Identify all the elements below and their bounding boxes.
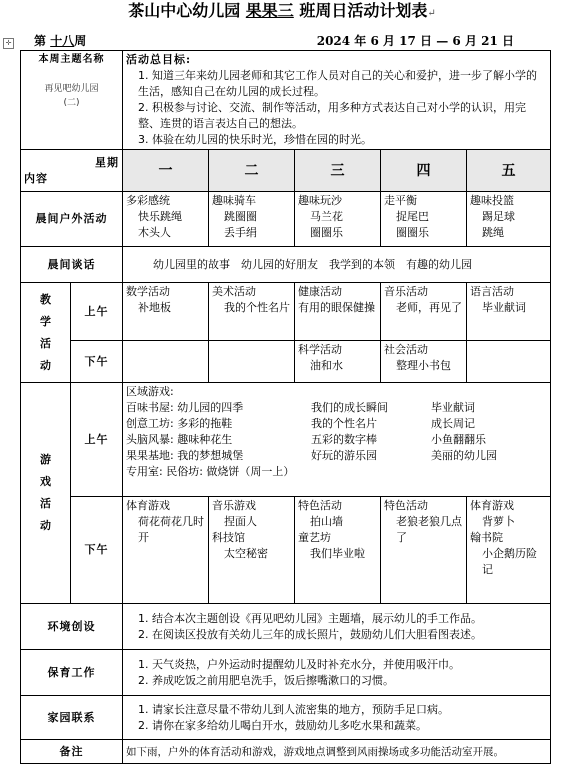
outdoor-row <box>21 192 551 247</box>
day-friday: 五 <box>467 150 551 192</box>
care-item: 2. 养成吃饭之前用肥皂洗手，饭后擦嘴漱口的习惯。 <box>138 673 394 687</box>
teaching-label: 教学活动 <box>21 283 71 383</box>
area-row: 百味书屋: 幼儿园的四季 我们的成长瞬间 毕业献词 <box>126 401 475 414</box>
area-row: 创意工坊: 多彩的拖鞋 我的个性名片 成长周记 <box>126 417 475 430</box>
notes-label: 备注 <box>21 740 123 764</box>
games-pm-tue: 音乐游戏 捏面人 科技馆 太空秘密 <box>209 497 295 604</box>
weekly-plan-table <box>20 50 551 764</box>
goals-row <box>21 51 551 150</box>
games-label: 游戏活动 <box>21 383 71 604</box>
teaching-am-row <box>21 283 551 341</box>
day-monday: 一 <box>123 150 209 192</box>
talk-text: 幼儿园里的故事 幼儿园的好朋友 我学到的本领 有趣的幼儿园 <box>123 247 551 283</box>
environment-item: 1. 结合本次主题创设《再见吧幼儿园》主题墙，展示幼儿的手工作品。 <box>138 611 482 625</box>
day-wednesday: 三 <box>295 150 381 192</box>
games-pm-row <box>21 497 551 604</box>
day-tuesday: 二 <box>209 150 295 192</box>
teaching-pm-thu: 社会活动 整理小书包 <box>381 341 467 383</box>
header-content-label: 内容 <box>24 171 48 185</box>
outdoor-tue: 趣味骑车 跳圈圈 丢手绢 <box>209 192 295 247</box>
table-move-handle-icon[interactable]: ✛ <box>3 38 14 49</box>
theme-cell <box>21 51 123 150</box>
outdoor-thu: 走平衡 捉尾巴 圈圈乐 <box>381 192 467 247</box>
outdoor-wed: 趣味玩沙 马兰花 圈圈乐 <box>295 192 381 247</box>
teaching-am-tue: 美术活动 我的个性名片 <box>209 283 295 341</box>
teaching-am-label: 上午 <box>71 283 123 341</box>
environment-cell <box>123 604 551 650</box>
teaching-am-wed: 健康活动 有用的眼保健操 <box>295 283 381 341</box>
environment-item: 2. 在阅读区投放有关幼儿三年的成长照片，鼓励幼儿们大胆看图表述。 <box>138 627 482 641</box>
games-pm-mon: 体育游戏 荷花荷花几时开 <box>123 497 209 604</box>
area-title: 区域游戏: <box>126 385 174 398</box>
title-suffix: 班周日活动计划表 <box>293 1 428 20</box>
goal-item: 2. 积极参与讨论、交流、制作等活动，用多种方式表达自己对小学的认识，用完整、连贯的语言表达自己的想法。 <box>138 101 526 130</box>
care-label: 保育工作 <box>21 650 123 696</box>
header-corner <box>21 150 123 192</box>
goal-item: 3. 体验在幼儿园的快乐时光，珍惜在园的时光。 <box>138 133 372 146</box>
theme-label: 本周主题名称 <box>38 54 105 65</box>
goals-label: 活动总目标: <box>126 53 192 66</box>
environment-row <box>21 604 551 650</box>
games-am-row <box>21 383 551 497</box>
teaching-am-fri: 语言活动 毕业献词 <box>467 283 551 341</box>
family-row <box>21 696 551 740</box>
family-item: 2. 请你在家多给幼儿喝白开水，鼓励幼儿多吃水果和蔬菜。 <box>138 718 427 732</box>
care-item: 1. 天气炎热，户外运动时提醒幼儿及时补充水分，并使用吸汗巾。 <box>138 657 460 671</box>
teaching-pm-label: 下午 <box>71 341 123 383</box>
special-room: 专用室: 民俗坊: 做烧饼（周一上） <box>126 465 295 478</box>
care-cell <box>123 650 551 696</box>
goal-item: 1. 知道三年来幼儿园老师和其它工作人员对自己的关心和爱护，进一步了解小学的生活，感知自己在幼儿园的成长过程。 <box>138 69 537 98</box>
class-name: 果果三 <box>245 1 294 20</box>
outdoor-label: 晨间户外活动 <box>21 192 123 247</box>
talk-label: 晨间谈话 <box>21 247 123 283</box>
title-prefix: 茶山中心幼儿园 <box>128 1 246 20</box>
week-label: 第 十八周 <box>34 34 87 48</box>
games-area-cell <box>123 383 551 497</box>
family-cell <box>123 696 551 740</box>
day-thursday: 四 <box>381 150 467 192</box>
notes-row <box>21 740 551 764</box>
area-row: 果果基地: 我的梦想城堡 好玩的游乐园 美丽的幼儿园 <box>126 449 497 462</box>
page-title <box>0 0 564 25</box>
teaching-pm-tue <box>209 341 295 383</box>
paragraph-mark: ↵ <box>427 8 436 19</box>
header-row <box>21 150 551 192</box>
teaching-am-thu: 音乐活动 老师，再见了 <box>381 283 467 341</box>
teaching-am-mon: 数学活动 补地板 <box>123 283 209 341</box>
teaching-pm-wed: 科学活动 油和水 <box>295 341 381 383</box>
area-row: 头脑风暴: 趣味种花生 五彩的数字棒 小鱼翻翻乐 <box>126 433 486 446</box>
environment-label: 环境创设 <box>21 604 123 650</box>
teaching-pm-fri <box>467 341 551 383</box>
talk-row <box>21 247 551 283</box>
care-row <box>21 650 551 696</box>
games-pm-thu: 特色活动 老狼老狼几点了 <box>381 497 467 604</box>
outdoor-mon: 多彩感统 快乐跳绳 木头人 <box>123 192 209 247</box>
family-label: 家园联系 <box>21 696 123 740</box>
theme-name: 再见吧幼儿园 <box>44 84 99 94</box>
teaching-pm-row <box>21 341 551 383</box>
teaching-pm-mon <box>123 341 209 383</box>
date-range: 2024 年 6 月 17 日 — 6 月 21 日 <box>316 34 514 48</box>
notes-text: 如下雨，户外的体育活动和游戏，游戏地点调整到风雨操场或多功能活动室开展。 <box>123 740 551 764</box>
week-number: 十八 <box>50 34 75 48</box>
games-pm-fri: 体育游戏 背萝卜 翰书院 小企鹅历险记 <box>467 497 551 604</box>
games-pm-wed: 特色活动 拍山墙 童艺坊 我们毕业啦 <box>295 497 381 604</box>
games-pm-label: 下午 <box>71 497 123 604</box>
header-weekday-label: 星期 <box>95 155 119 169</box>
games-am-label: 上午 <box>71 383 123 497</box>
goals-cell <box>123 51 551 150</box>
family-item: 1. 请家长注意尽量不带幼儿到人流密集的地方，预防手足口病。 <box>138 702 449 716</box>
outdoor-fri: 趣味投篮 踢足球 跳绳 <box>467 192 551 247</box>
theme-sub: (二) <box>63 98 80 108</box>
